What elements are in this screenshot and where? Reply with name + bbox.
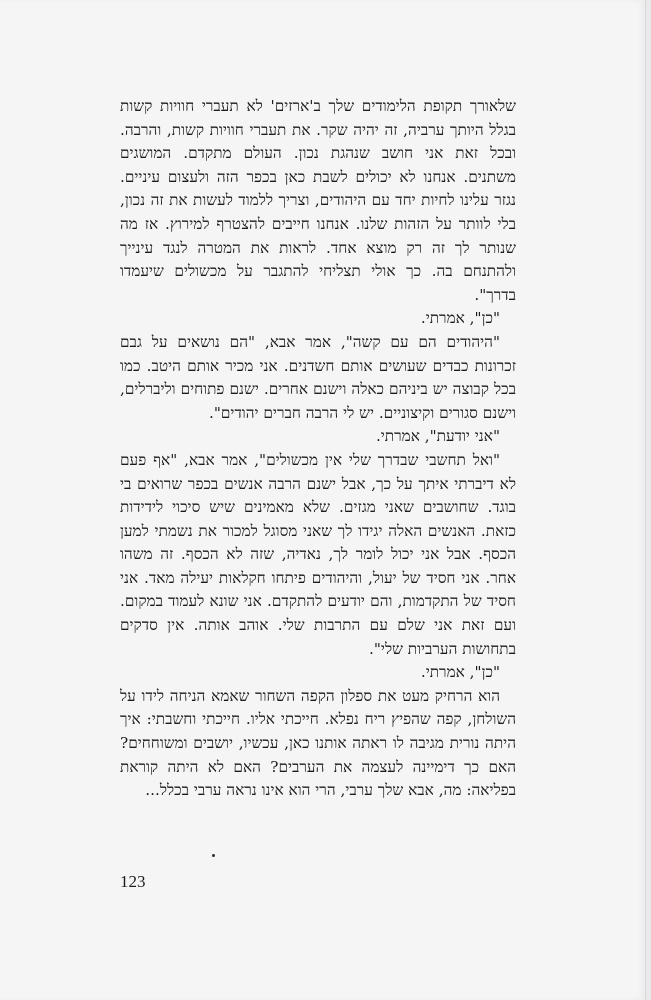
paragraph-coffee: הוא הרחיק מעט את ספלון הקפה השחור שאמא הניחה לידו על השולחן, קפה שהפיץ ריח נפלא. חייכתי אליו. חייכתי וחשבתי: איך היתה נורית מגיבה לו ראתה אותנו כאן, עכשיו, יושבים ומשוחחים? האם כך דימיינה לעצמה את הערבים? האם לא היתה קוראת בפליאה: מה, אבא שלך ערבי, הרי הוא אינו נראה ערבי בכלל... (120, 686, 516, 800)
page-number: 123 (120, 872, 146, 891)
paragraph-reply-yes: "כן", אמרתי. (420, 309, 500, 328)
ink-dot (212, 854, 215, 857)
paragraph-obstacles: "ואל תחשבי שבדרך שלי אין מכשולים", אמר אבא, "אף פעם לא דיברתי איתך על כך, אבל ישנם הרבה אנשים בכפר שרואים בי בוגד. שחושבים שאני מגזים. שלא מאמינים שיש סיכוי לידידות כזאת. האנשים האלה יגידו לך שאני מסוגל למכור את נשמתי למען הכסף. אבל אני יכול לומר לך, נאדיה, שזה לא הכסף. זה משהו אחר. אני חסיד של יעול, והיהודים פיתחו חקלאות יעילה מאד. אני חסיד של התקדמות, והם יודעים להתקדם. אני שונא לעמוד במקום. ועם זאת אני שלם עם התרבות שלי. אוהב אותה. אין סדקים בתחושות הערביות שלי". (120, 450, 516, 658)
body-text (120, 95, 516, 803)
paragraph-father-speech: שלאורך תקופת הלימודים שלך ב'ארזים' לא תעברי חוויות קשות בגלל היותך ערביה, זה יהיה שקר. את תעברי חוויות קשות, והרבה. ובכל זאת אני חושב שנהגת נכון. העולם מתקדם. המושגים משתנים. אנחנו לא יכולים לשבת כאן בכפר הזה ולעצום עיניים. נגזר עלינו לחיות יחד עם היהודים, וצריך ללמוד לעשות את זה נכון, בלי לוותר על הזהות שלנו. אנחנו חייבים להצטרף למירוץ. אז מה שנותר לך זה רק מוצא אחד. לראות את המטרה לנגד עינייך ולהתנחם בה. כך אולי תצליחי להתגבר על מכשולים שיעמדו בדרך". (120, 97, 516, 304)
paragraph-reply-yes-2: "כן", אמרתי. (420, 663, 500, 682)
paragraph-reply-i-know: "אני יודעת", אמרתי. (375, 427, 500, 446)
paragraph-jews-hard-people: "היהודים הם עם קשה", אמר אבא, "הם נושאים על גבם זכרונות כבדים שעושים אותם חשדנים. אני מכיר אותם היטב. כמו בכל קבוצה יש ביניהם כאלה וישנם אחרים. ישנם פתוחים וליברלים, וישנם סגורים וקיצוניים. יש לי הרבה חברים יהודים". (120, 332, 516, 422)
